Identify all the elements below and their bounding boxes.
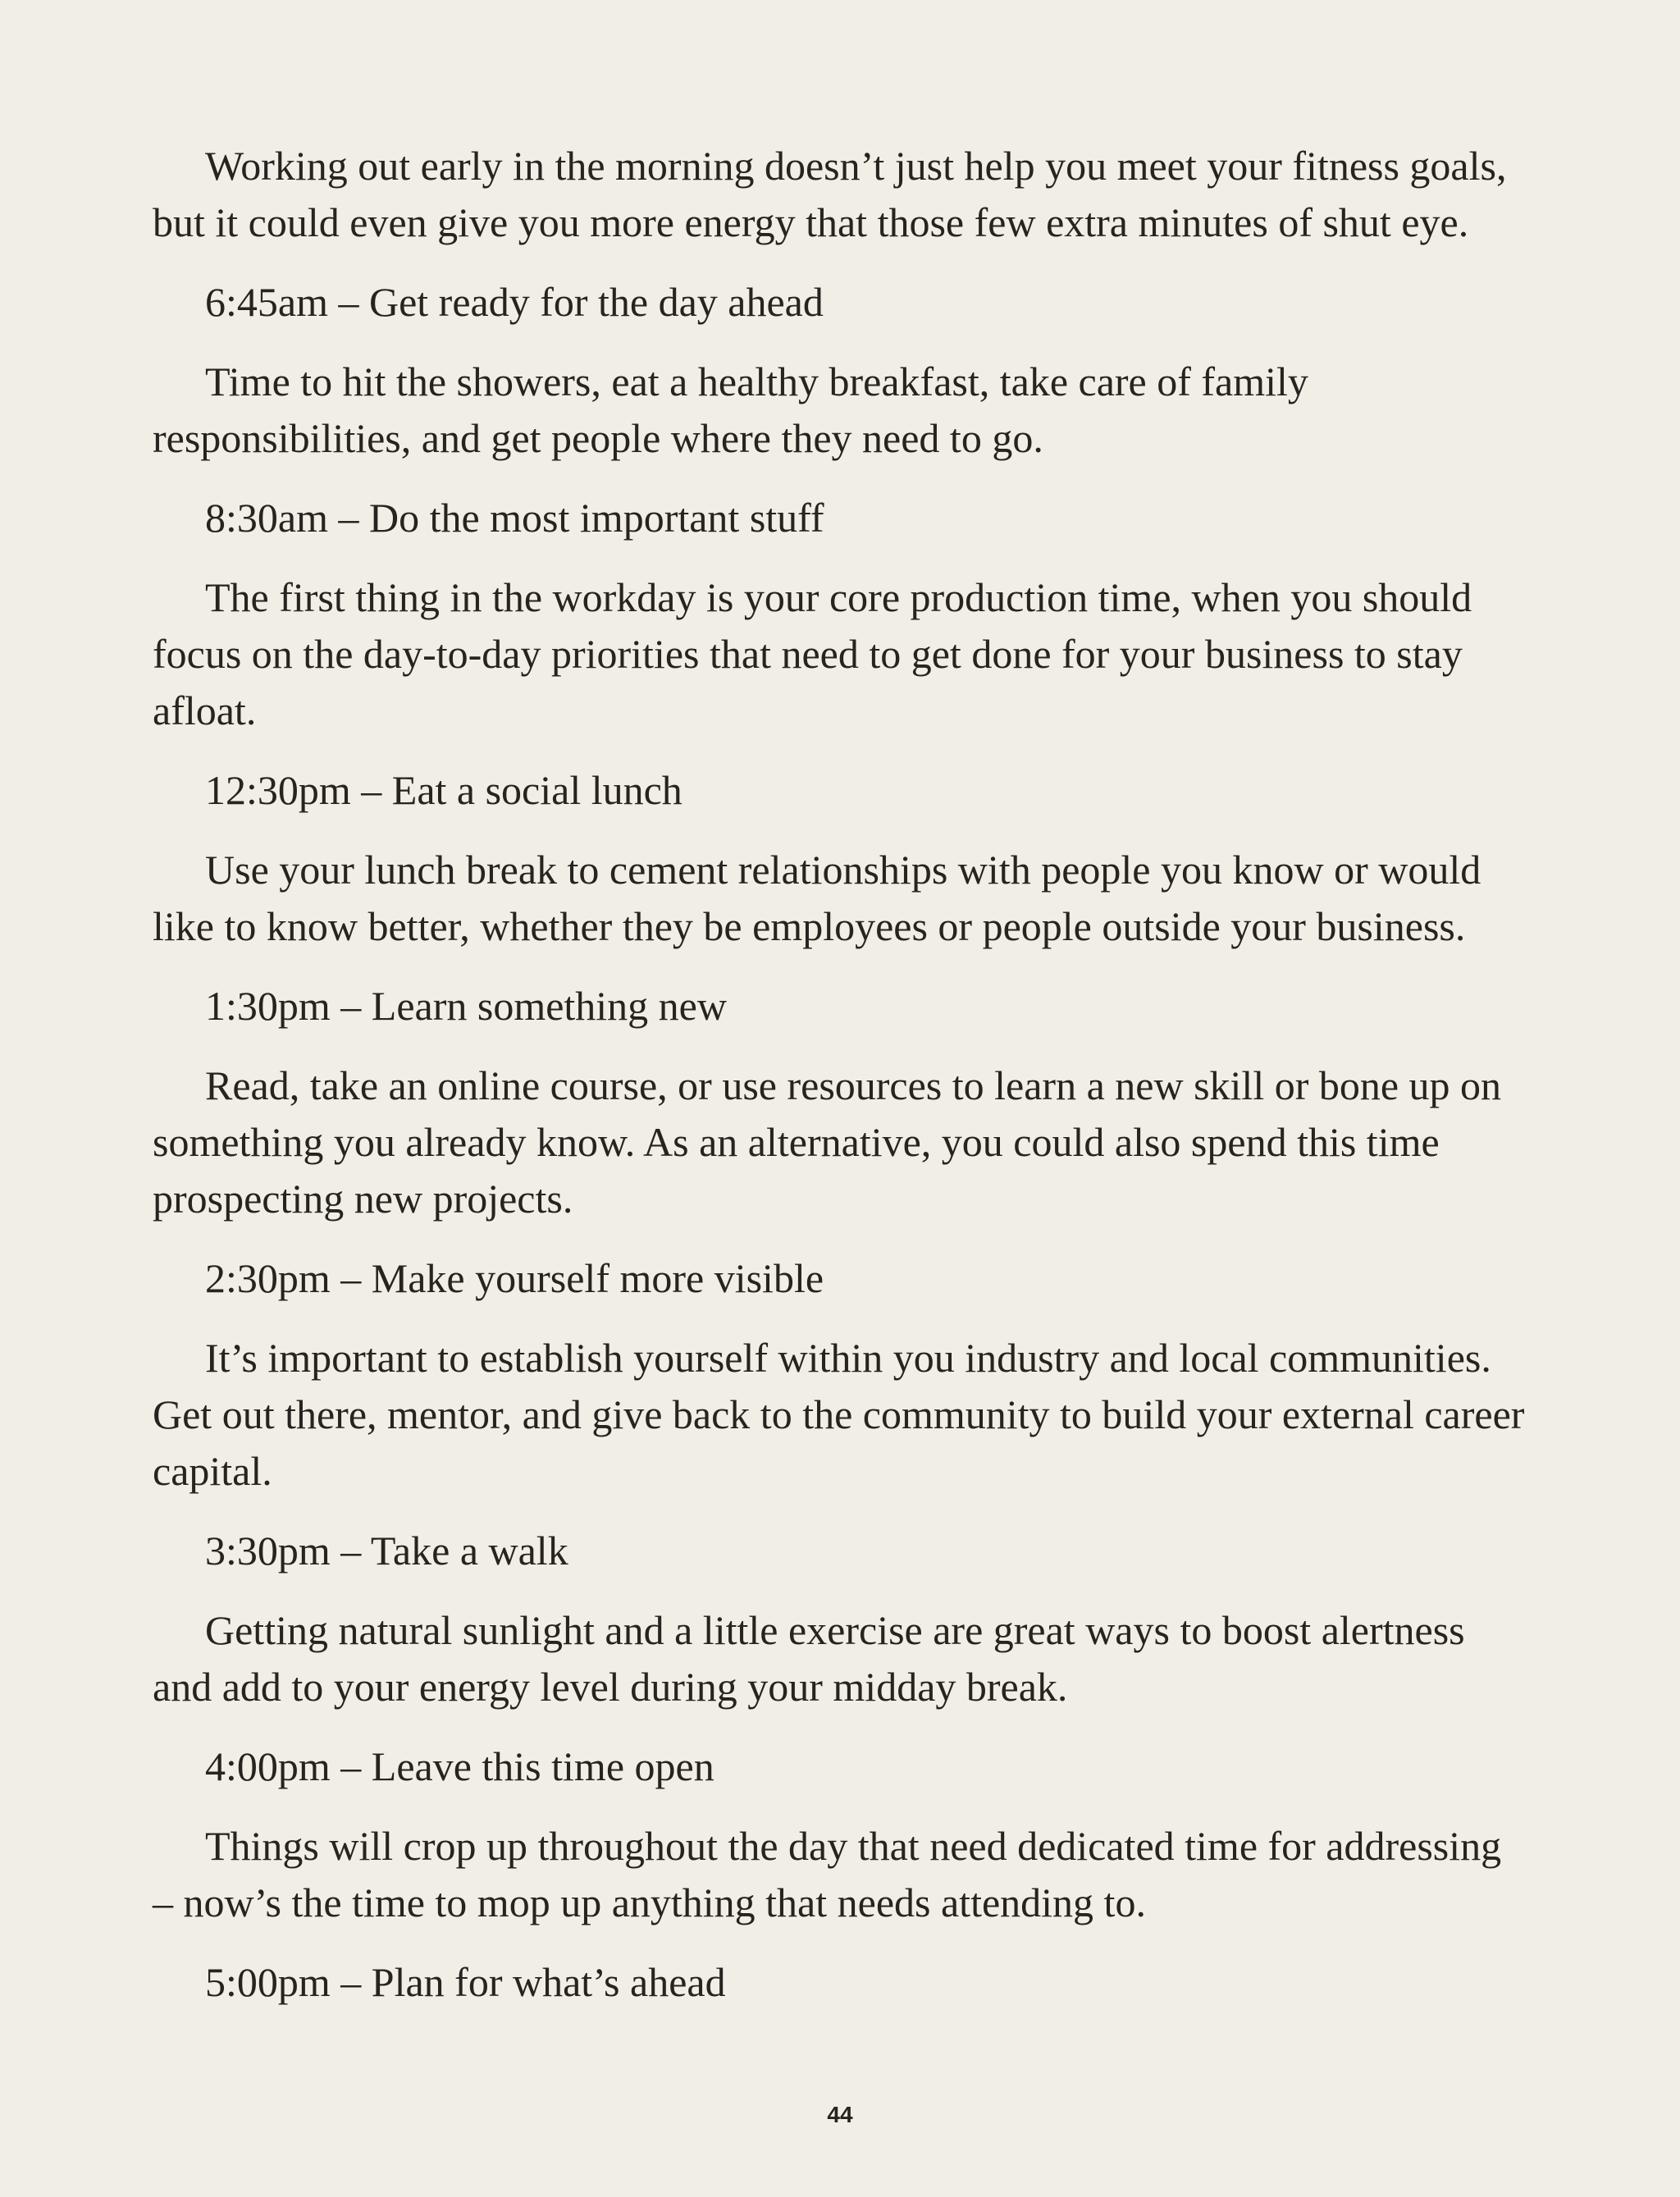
schedule-heading-645am: 6:45am – Get ready for the day ahead	[205, 279, 824, 325]
paragraph-walk: Getting natural sunlight and a little exercise are great ways to boost alertness and add to your energy level during your midday break.	[153, 1607, 1465, 1710]
paragraph-time-open: Things will crop up throughout the day that need dedicated time for addressing – now’s the time to mop up anything that needs attending to.	[153, 1823, 1502, 1925]
schedule-heading-130pm: 1:30pm – Learn something new	[205, 983, 727, 1029]
body-text	[153, 138, 1531, 2034]
paragraph-social-lunch: Use your lunch break to cement relationships with people you know or would like to know better, whether they be employees or people outside your business.	[153, 847, 1481, 949]
paragraph-important-stuff: The first thing in the workday is your core production time, when you should focus on the day-to-day priorities that need to get done for your business to stay afloat.	[153, 574, 1472, 733]
schedule-heading-400pm: 4:00pm – Leave this time open	[205, 1743, 714, 1789]
paragraph-get-ready: Time to hit the showers, eat a healthy breakfast, take care of family responsibilities, and get people where they need to go.	[153, 359, 1308, 461]
page-number: 44	[827, 2102, 853, 2127]
schedule-heading-330pm: 3:30pm – Take a walk	[205, 1528, 568, 1574]
schedule-heading-830am: 8:30am – Do the most important stuff	[205, 495, 824, 541]
paragraph-visible: It’s important to establish yourself within you industry and local communities. Get out there, mentor, and give back to the community to build your external career capital.	[153, 1335, 1525, 1494]
paragraph-learn-new: Read, take an online course, or use resources to learn a new skill or bone up on something you already know. As an alternative, you could also spend this time prospecting new projects.	[153, 1062, 1502, 1222]
schedule-heading-500pm: 5:00pm – Plan for what’s ahead	[205, 1959, 726, 2005]
paragraph-morning-workout: Working out early in the morning doesn’t just help you meet your fitness goals, but it could even give you more energy that those few extra minutes of shut eye.	[153, 143, 1507, 245]
schedule-heading-1230pm: 12:30pm – Eat a social lunch	[205, 767, 682, 813]
schedule-heading-230pm: 2:30pm – Make yourself more visible	[205, 1255, 824, 1301]
